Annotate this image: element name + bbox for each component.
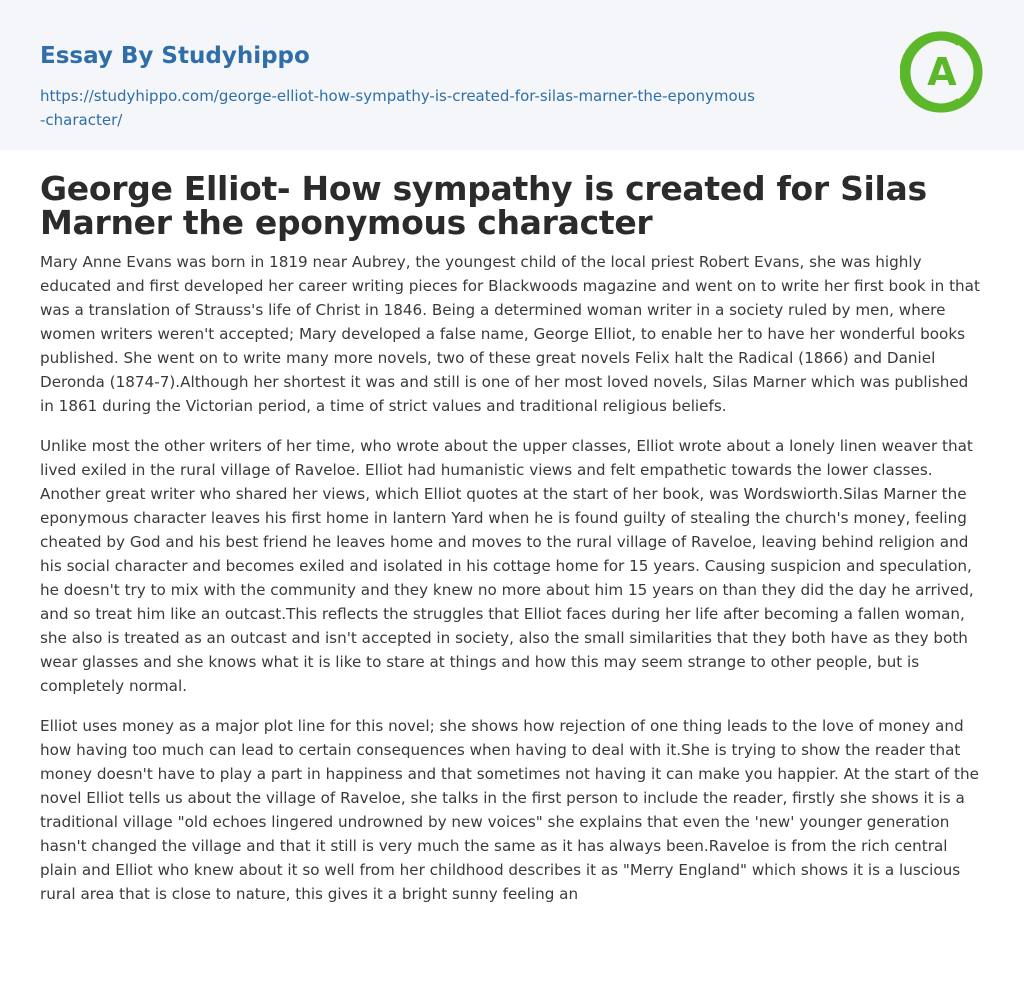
article-title: George Elliot- How sympathy is created for Silas Marner the eponymous character [40,169,927,242]
source-url-link[interactable]: https://studyhippo.com/george-elliot-how-sympathy-is-created-for-silas-marner-the-eponymous-character/ [40,87,755,129]
logo-letter: A [927,50,957,94]
article-paragraph: Elliot uses money as a major plot line for this novel; she shows how rejection of one thing leads to the love of money and how having too much can lead to certain consequences when having to deal with it.She is trying to show the reader that money doesn't have to play a part in happiness and that sometimes not having it can make you happier. At the start of the novel Elliot tells us about the village of Raveloe, she talks in the first person to include the reader, firstly she shows it is a traditional village "old echoes lingered undrowned by new voices" she explains that even the 'new' younger generation hasn't changed the village and that it still is very much the same as it has always been.Raveloe is from the rich central plain and Elliot who knew about it so well from her childhood describes it as "Merry England" which shows it is a luscious rural area that is close to nature, this gives it a bright sunny feeling an [40,717,979,903]
article-body [0,169,1024,906]
studyhippo-logo-icon[interactable] [900,30,984,114]
brand-title[interactable]: Essay By Studyhippo [40,43,310,69]
site-header [0,0,1024,150]
article-paragraph: Mary Anne Evans was born in 1819 near Aubrey, the youngest child of the local priest Robert Evans, she was highly educated and first developed her career writing pieces for Blackwoods magazine and went on to write her first book in that was a translation of Strauss's life of Christ in 1846. Being a determined woman writer in a society ruled by men, where women writers weren't accepted; Mary developed a false name, George Elliot, to enable her to have her wonderful books published. She went on to write many more novels, two of these great novels Felix halt the Radical (1866) and Daniel Deronda (1874-7).Although her shortest it was and still is one of her most loved novels, Silas Marner which was published in 1861 during the Victorian period, a time of strict values and traditional religious beliefs. [40,253,980,415]
article-paragraph: Unlike most the other writers of her time, who wrote about the upper classes, Elliot wrote about a lonely linen weaver that lived exiled in the rural village of Raveloe. Elliot had humanistic views and felt empathetic towards the lower classes. Another great writer who shared her views, which Elliot quotes at the start of her book, was Wordswiorth.Silas Marner the eponymous character leaves his first home in lantern Yard when he is found guilty of stealing the church's money, feeling cheated by God and his best friend he leaves home and moves to the rural village of Raveloe, leaving behind religion and his social character and becomes exiled and isolated in his cottage home for 15 years. Causing suspicion and speculation, he doesn't try to mix with the community and they knew no more about him 15 years on than they did the day he arrived, and so treat him like an outcast.This reflects the struggles that Elliot faces during her life after becoming a fallen woman, she also is treated as an outcast and isn't accepted in society, also the small similarities that they both have as they both wear glasses and she knows what it is like to stare at things and how this may seem strange to other people, but is completely normal. [40,437,974,695]
